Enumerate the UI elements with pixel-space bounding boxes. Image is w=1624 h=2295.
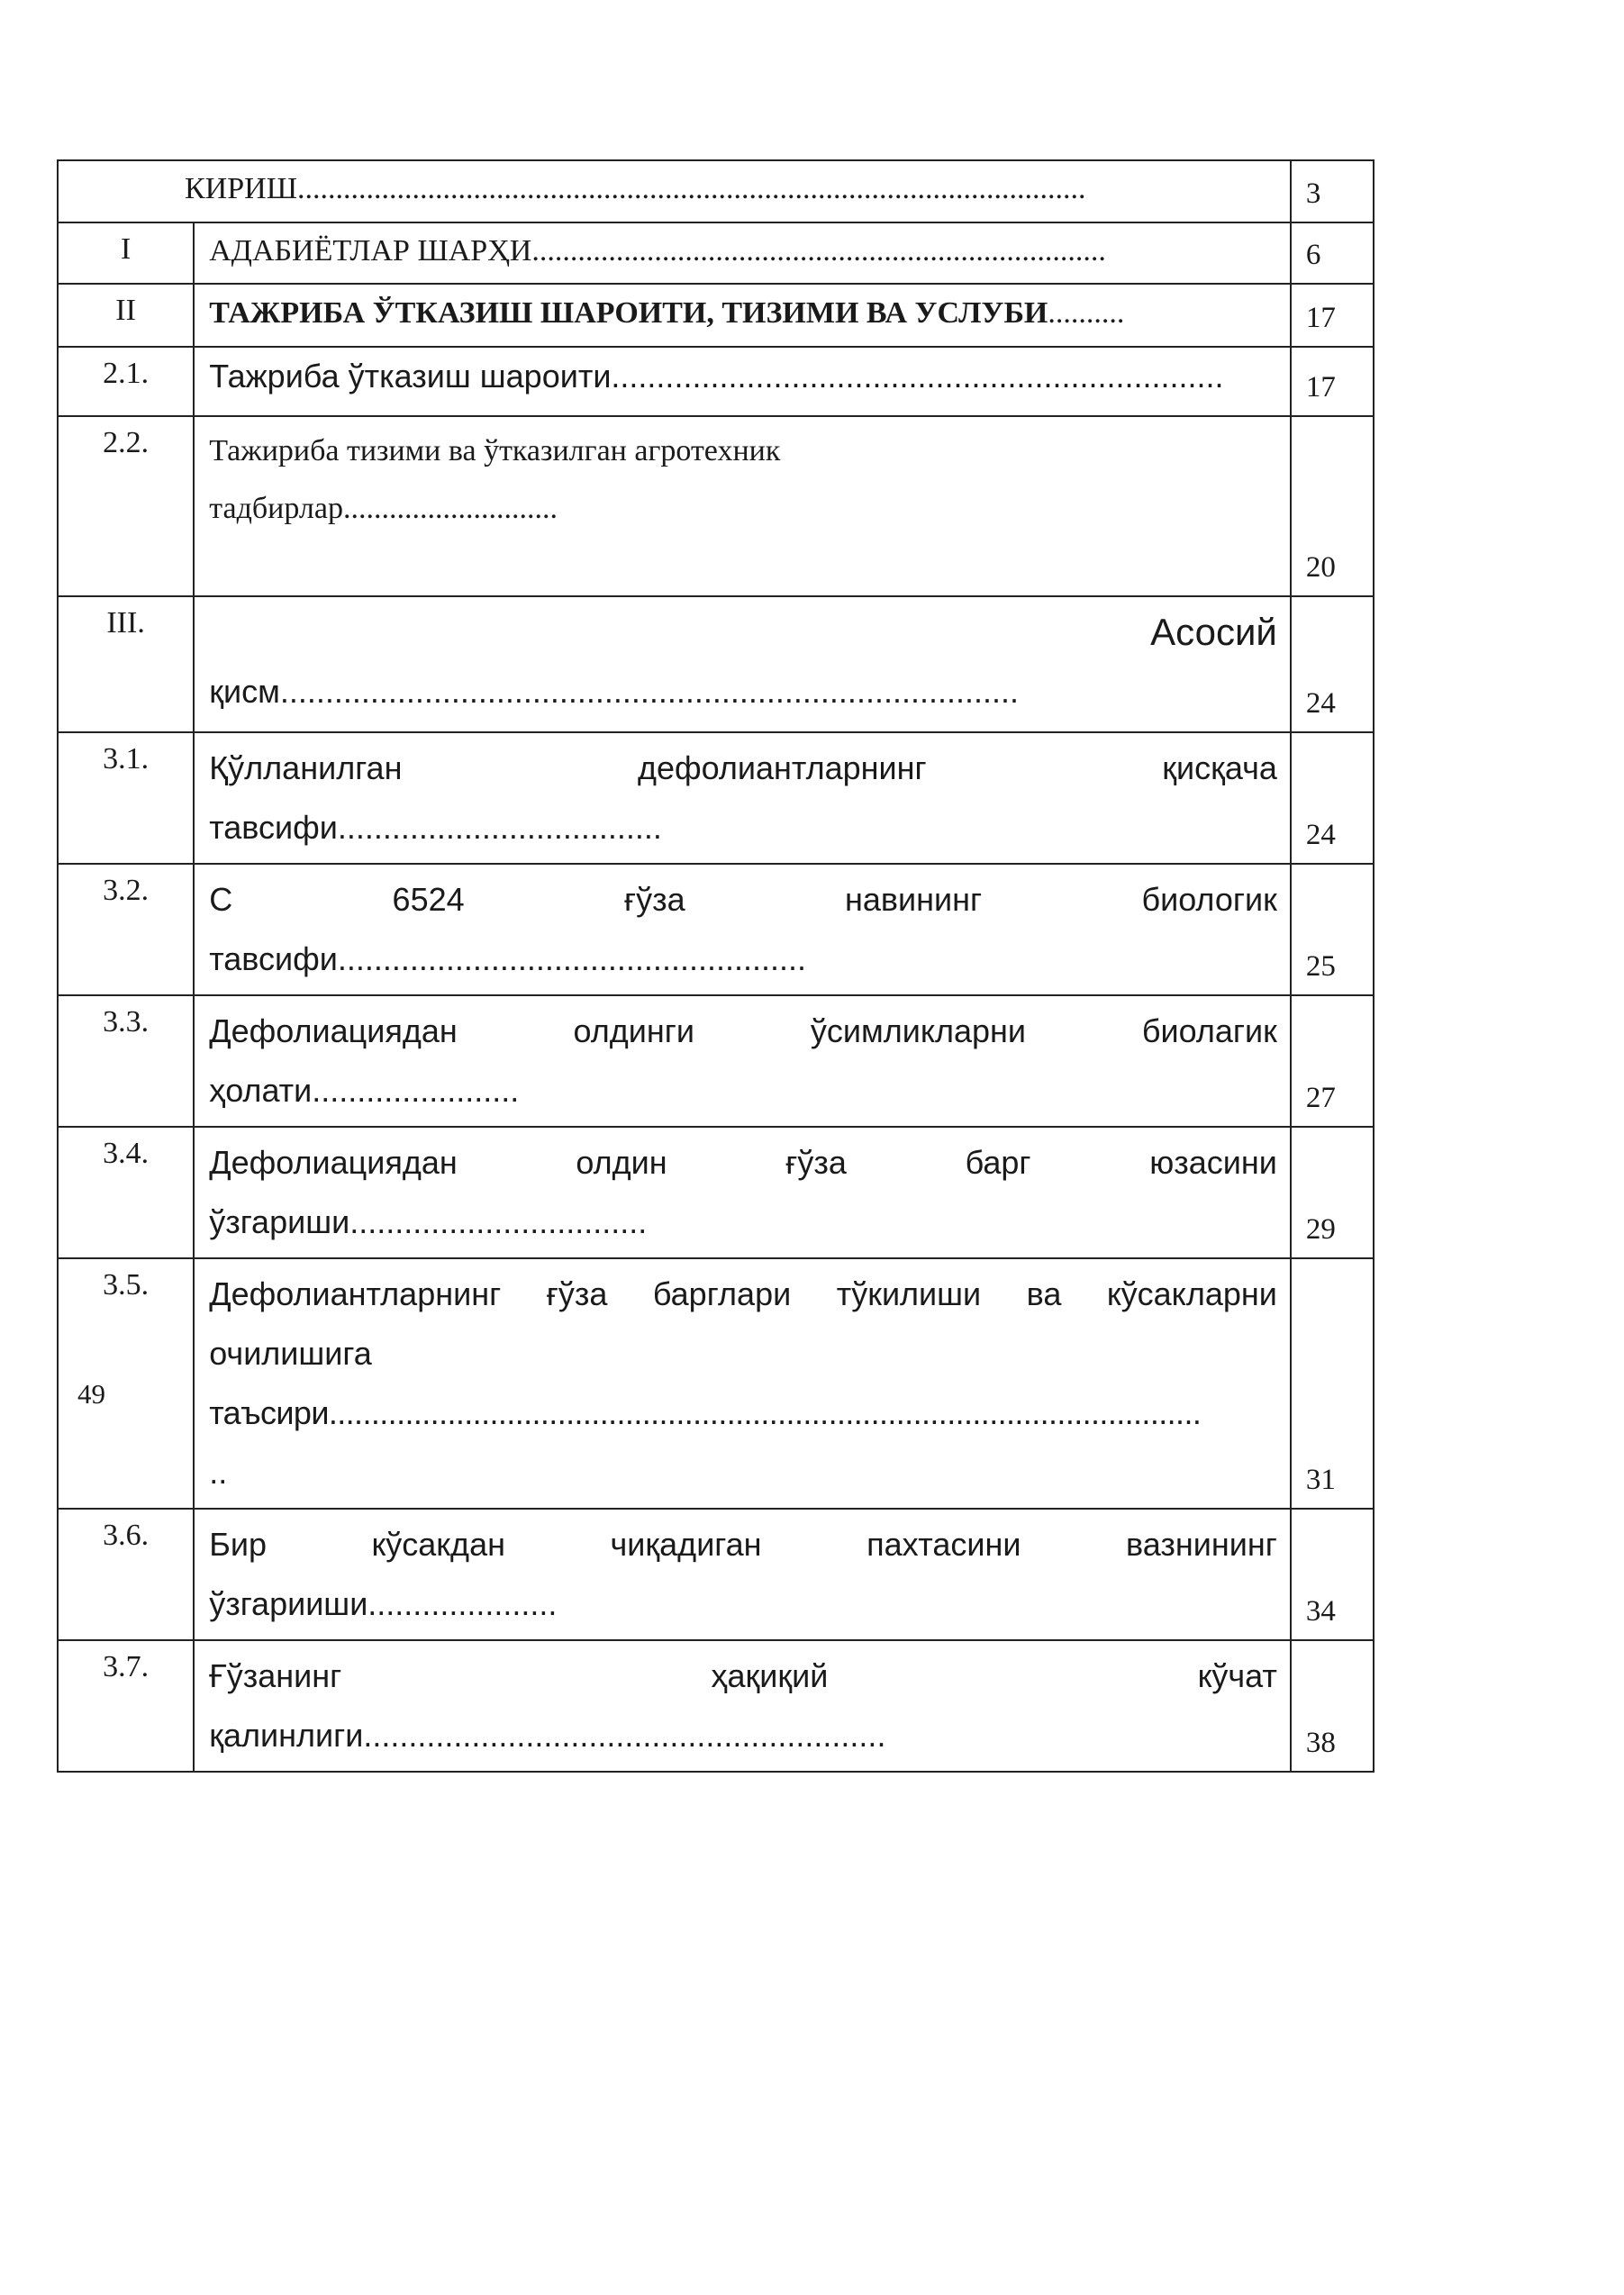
toc-page: 24 — [1291, 596, 1374, 732]
toc-title-cell — [194, 995, 1291, 1127]
toc-page: 29 — [1291, 1127, 1374, 1258]
toc-title-line: қалинлиги.......................................................... — [209, 1717, 886, 1754]
toc-page: 27 — [1291, 995, 1374, 1127]
table-row — [58, 1258, 1374, 1509]
toc-page: 34 — [1291, 1509, 1374, 1640]
toc-page: 17 — [1291, 284, 1374, 347]
toc-title-leader: .......... — [1048, 296, 1125, 330]
toc-title-cell — [194, 864, 1291, 995]
toc-number: 3.3. — [58, 995, 194, 1127]
toc-title-cell — [194, 222, 1291, 284]
toc-title-cell — [194, 1258, 1291, 1509]
toc-title-line: .. — [209, 1454, 228, 1491]
toc-title-cell — [194, 732, 1291, 864]
toc-title-cell — [194, 596, 1291, 732]
toc-title-line: ўзгарииши..................... — [209, 1585, 558, 1622]
toc-number: II — [58, 284, 194, 347]
toc-title-line: Асосий — [1150, 611, 1277, 653]
table-row — [58, 1127, 1374, 1258]
table-row — [58, 1640, 1374, 1772]
page-number: 49 — [77, 1378, 105, 1410]
toc-title-line: Дефолиациядан олдин ғўза барг юзасини — [209, 1144, 1277, 1181]
toc-page: 25 — [1291, 864, 1374, 995]
toc-title: ТАЖРИБА ЎТКАЗИШ ШАРОИТИ, ТИЗИМИ ВА УСЛУБИ — [209, 296, 1048, 330]
toc-title-line: Тажириба тизими ва ўтказилган агротехник — [209, 434, 781, 467]
toc-title-line: таъсири....................................................................................................... — [209, 1394, 1202, 1431]
toc-title-cell — [194, 416, 1291, 596]
table-row — [58, 596, 1374, 732]
toc-page: 3 — [1291, 160, 1374, 222]
toc-title-line: тавсифи.................................................... — [209, 940, 806, 977]
toc-number: 2.1. — [58, 347, 194, 416]
table-row — [58, 160, 1374, 222]
toc-title-cell — [194, 347, 1291, 416]
table-row — [58, 284, 1374, 347]
toc-title-line: очилишига — [209, 1335, 372, 1372]
toc-title-line: ҳолати....................... — [209, 1072, 520, 1109]
toc-title-cell — [194, 1127, 1291, 1258]
toc-title-cell — [194, 284, 1291, 347]
toc-number: 2.2. — [58, 416, 194, 596]
toc-title-line: Дефолиантларнинг ғўза барглари тўкилиши ва кўсакларни — [209, 1275, 1277, 1312]
toc-page: 20 — [1291, 416, 1374, 596]
toc-page: 24 — [1291, 732, 1374, 864]
toc-title-cell — [194, 1509, 1291, 1640]
toc-title-line: қисм.................................................................................. — [209, 673, 1019, 710]
toc-page: 38 — [1291, 1640, 1374, 1772]
toc-title: Тажриба ўтказиш шароити.................................................................... — [209, 358, 1224, 395]
toc-title: КИРИШ....................................................................................................... — [185, 172, 1086, 205]
toc-number: 3.4. — [58, 1127, 194, 1258]
toc-number: 3.7. — [58, 1640, 194, 1772]
table-row — [58, 864, 1374, 995]
toc-title-line: тадбирлар............................ — [209, 492, 558, 525]
toc-page: 6 — [1291, 222, 1374, 284]
toc-page: 17 — [1291, 347, 1374, 416]
table-row — [58, 222, 1374, 284]
toc-number: I — [58, 222, 194, 284]
table-row — [58, 995, 1374, 1127]
table-row — [58, 1509, 1374, 1640]
table-row — [58, 416, 1374, 596]
toc-number: 3.5. — [58, 1258, 194, 1509]
toc-title-line: ўзгариши................................. — [209, 1203, 648, 1240]
toc-title-cell — [194, 1640, 1291, 1772]
toc-number: 3.2. — [58, 864, 194, 995]
table-row — [58, 347, 1374, 416]
toc-number: 3.1. — [58, 732, 194, 864]
toc-number: 3.6. — [58, 1509, 194, 1640]
toc-page: 31 — [1291, 1258, 1374, 1509]
toc-title-cell — [58, 160, 1291, 222]
toc-title-line: Ғўзанинг ҳақиқий кўчат — [209, 1657, 1277, 1694]
toc-title: АДАБИЁТЛАР ШАРҲИ........................................................................... — [209, 234, 1106, 268]
table-of-contents — [57, 159, 1375, 1773]
toc-title-line: Бир кўсакдан чиқадиган пахтасини вазнининг — [209, 1526, 1277, 1563]
table-row — [58, 732, 1374, 864]
toc-title-line: С 6524 ғўза навининг биологик — [209, 881, 1277, 918]
toc-title-line: Дефолиациядан олдинги ўсимликларни биолагик — [209, 1012, 1277, 1049]
toc-number: III. — [58, 596, 194, 732]
toc-title-line: Қўлланилган дефолиантларнинг қисқача — [209, 749, 1277, 786]
toc-title-line: тавсифи.................................... — [209, 809, 662, 846]
